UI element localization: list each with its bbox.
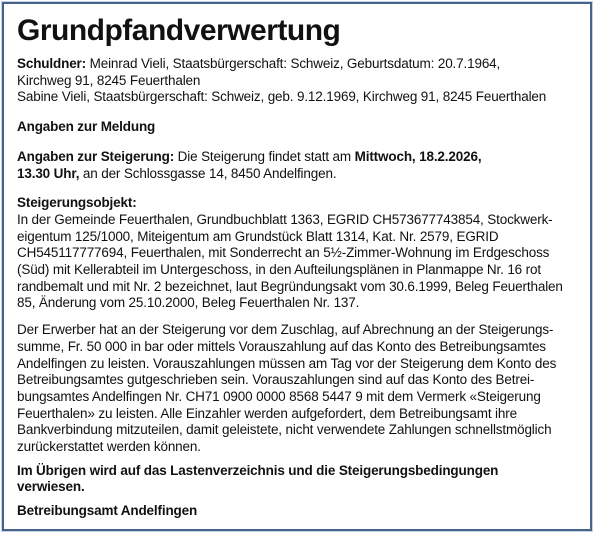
para-zahlung xyxy=(17,322,572,456)
para-verweis xyxy=(17,463,572,496)
schuldner-line-1 xyxy=(17,56,572,73)
objekt-line-3: CH545117777694, Feuerthalen, mit Sonderrecht an 5½-Zimmer-Wohnung im Erdgeschoss xyxy=(17,245,550,261)
zahlung-line-3: Andelfingen zu leisten. Vorauszahlungen müssen am Tag vor der Steigerung dem Konto des xyxy=(17,355,557,371)
schuldner-line-1-text: Meinrad Vieli, Staatsbürgerschaft: Schweiz, Geburtsdatum: 20.7.1964, xyxy=(86,56,501,71)
objekt-line-4: (Süd) mit Kellerabteil im Untergeschoss, in den Aufteilungsplänen in Planmappe Nr. 16 rot xyxy=(17,262,541,278)
notice-title: Grundpfandverwertung xyxy=(17,14,341,47)
steigerung-time: 13.30 Uhr, xyxy=(17,165,80,181)
steigerung-line-2 xyxy=(17,166,572,183)
para-amt xyxy=(17,503,572,520)
zahlung-line-4: Betreibungsamtes gutgeschrieben sein. Vorauszahlungen sind auf das Konto des Betrei- xyxy=(17,372,535,388)
meldung-heading: Angaben zur Meldung xyxy=(17,119,156,135)
steigerung-label: Angaben zur Steigerung: xyxy=(17,148,175,164)
steigerung-date: Mittwoch, 18.2.2026, xyxy=(354,148,482,164)
zahlung-line-6: Feuerthalen» zu leisten. Alle Einzahler werden aufgefordert, dem Betreibungsamt ihre xyxy=(17,405,517,421)
objekt-line-1: In der Gemeinde Feuerthalen, Grundbuchblatt 1363, EGRID CH573677743854, Stockwerk- xyxy=(17,211,553,227)
objekt-line-2: eigentum 125/1000, Miteigentum am Grundstück Blatt 1314, Kat. Nr. 2579, EGRID xyxy=(17,228,499,244)
zahlung-line-7: Bankverbindung mitzuteilen, damit geleistete, nicht verwendete Zahlungen schnellstmöglich xyxy=(17,422,552,438)
steigerung-line-2-text: an der Schlossgasse 14, 8450 Andelfingen. xyxy=(79,165,337,181)
para-objekt xyxy=(17,195,572,312)
objekt-heading: Steigerungsobjekt: xyxy=(17,195,137,211)
schuldner-label: Schuldner: xyxy=(17,56,87,71)
zahlung-line-8: zurückerstattet werden können. xyxy=(17,439,201,455)
para-meldung xyxy=(17,119,572,136)
para-steigerung xyxy=(17,149,572,182)
schuldner-line-2: Kirchweg 91, 8245 Feuerthalen xyxy=(17,72,201,88)
objekt-line-5: randbemalt und mit Nr. 2 bezeichnet, laut Begründungsakt vom 30.6.1999, Beleg Feuerthalen xyxy=(17,278,563,294)
objekt-line-6: 85, Änderung vom 25.10.2000, Beleg Feuerthalen Nr. 137. xyxy=(17,295,360,311)
steigerung-line-1 xyxy=(17,149,572,166)
steigerung-line-1-text: Die Steigerung findet statt am xyxy=(174,148,355,164)
zahlung-line-2: summe, Fr. 50 000 in bar oder mittels Vorauszahlung auf das Konto des Betreibungsamtes xyxy=(17,338,546,354)
zahlung-line-5: bungsamtes Andelfingen Nr. CH71 0900 0000 8568 5447 9 mit dem Vermerk «Steigerung xyxy=(17,388,541,404)
notice-frame xyxy=(2,2,592,531)
schuldner-line-3: Sabine Vieli, Staatsbürgerschaft: Schweiz, geb. 9.12.1969, Kirchweg 91, 8245 Feuerthalen xyxy=(17,89,547,105)
verweis-line-1: Im Übrigen wird auf das Lastenverzeichnis und die Steigerungsbedingungen xyxy=(17,462,499,478)
zahlung-line-1: Der Erwerber hat an der Steigerung vor dem Zuschlag, auf Abrechnung an der Steigerungs- xyxy=(17,322,554,338)
amt-name: Betreibungsamt Andelfingen xyxy=(17,503,198,519)
verweis-line-2: verwiesen. xyxy=(17,479,85,495)
para-schuldner xyxy=(17,56,572,106)
